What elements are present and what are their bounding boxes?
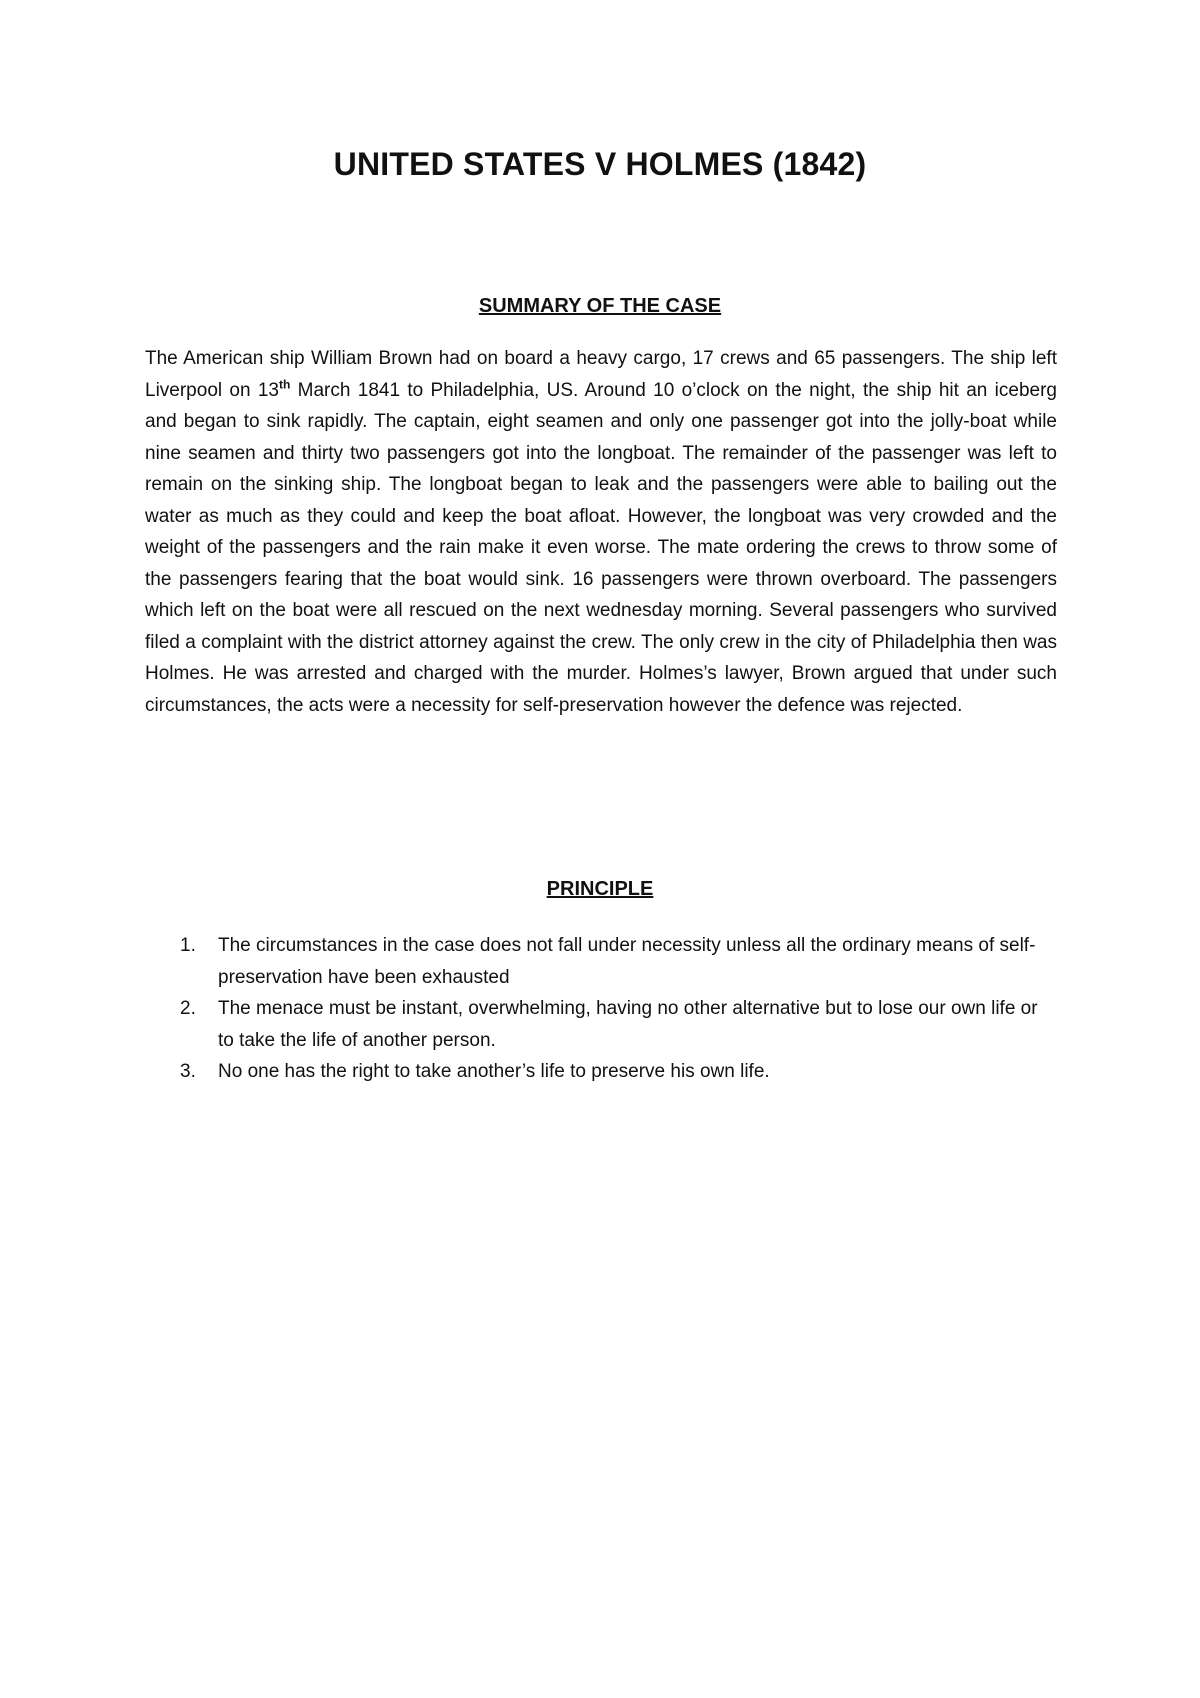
principle-list	[145, 930, 1057, 1088]
principle-number: 3.	[180, 1061, 196, 1082]
document-title: UNITED STATES V HOLMES (1842)	[333, 146, 867, 182]
summary-paragraph	[145, 343, 1057, 721]
principle-item	[145, 930, 1057, 993]
summary-text-end: March 1841 to Philadelphia, US. Around 10 o’clock on the night, the ship hit an iceberg and began to sink rapidly. The captain, eight seamen and only one passenger got into the jolly-boat while nine seamen and thirty two passengers got into the longboat. The remainder of the passenger was left to remain on the sinking ship. The longboat began to leak and the passengers were able to bailing out the water as much as they could and keep the boat afloat. However, the longboat was very crowded and the weight of the passengers and the rain make it even worse. The mate ordering the crews to throw some of the passengers fearing that the boat would sink. 16 passengers were thrown overboard. The passengers which left on the boat were all rescued on the next wednesday morning. Several passengers who survived filed a complaint with the district attorney against the crew. The only crew in the city of Philadelphia then was Holmes. He was arrested and charged with the murder. Holmes’s lawyer, Brown argued that under such circumstances, the acts were a necessity for self-preservation however the defence was rejected.	[145, 379, 1057, 716]
principle-number: 2.	[180, 998, 196, 1019]
principle-item	[145, 993, 1057, 1056]
principle-heading: PRINCIPLE	[546, 878, 654, 900]
summary-text-start: The American ship William Brown had on board a heavy cargo, 17 crews and 65 passengers. The ship left Liverpool on 13	[145, 348, 1057, 401]
summary-heading: SUMMARY OF THE CASE	[478, 295, 722, 317]
principle-item	[145, 1056, 1057, 1088]
principle-text: The menace must be instant, overwhelming, having no other alternative but to lose our own life or to take the life of another person.	[218, 998, 1038, 1051]
principle-number: 1.	[180, 935, 196, 956]
ordinal-superscript: th	[279, 377, 291, 392]
principle-text: The circumstances in the case does not fall under necessity unless all the ordinary means of self-preservation have been exhausted	[218, 935, 1036, 988]
principle-text: No one has the right to take another’s life to preserve his own life.	[218, 1061, 770, 1082]
